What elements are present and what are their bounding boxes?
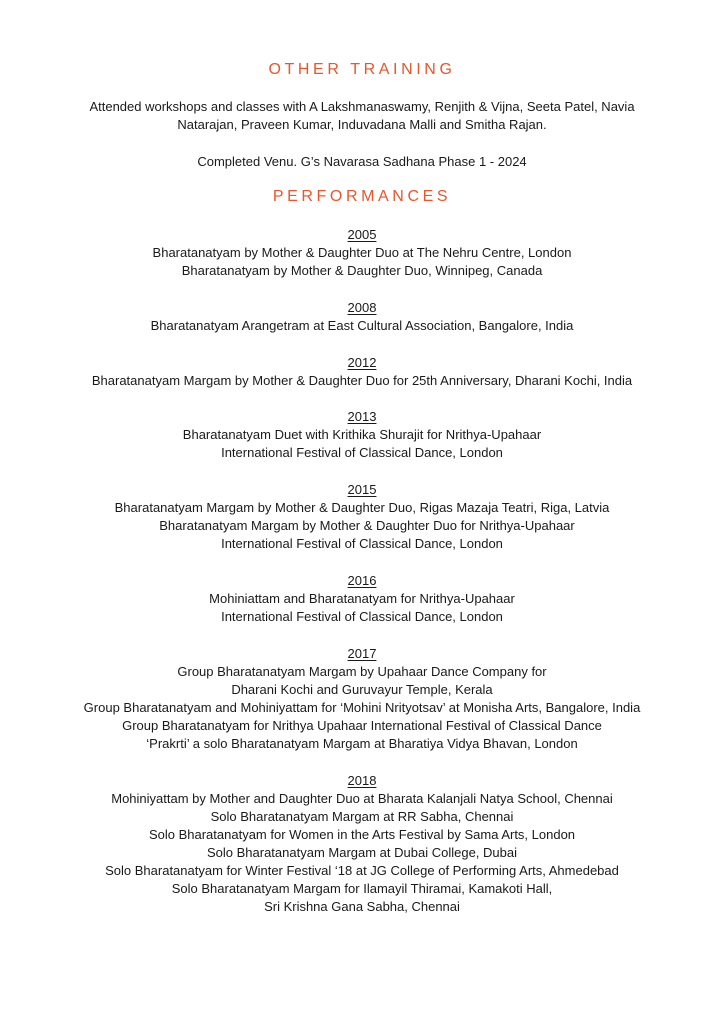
performance-entry: Group Bharatanatyam Margam by Upahaar Dance Company for (177, 664, 547, 679)
performance-entry: Bharatanatyam Duet with Krithika Shurajit for Nrithya-Upahaar (182, 427, 542, 442)
performance-entry: Bharatanatyam Margam by Mother & Daughter Duo for 25th Anniversary, Dharani Kochi, India (91, 373, 633, 388)
year-2015: 2015 (347, 482, 377, 497)
performance-entry: Bharatanatyam Arangetram at East Cultural Association, Bangalore, India (150, 318, 574, 333)
performance-entry: International Festival of Classical Dance, London (221, 445, 503, 460)
workshops-line-2: Natarajan, Praveen Kumar, Induvadana Malli and Smitha Rajan. (177, 117, 547, 132)
performance-entry: Mohiniyattam by Mother and Daughter Duo at Bharata Kalanjali Natya School, Chennai (111, 791, 613, 806)
year-2013: 2013 (347, 409, 377, 424)
year-2018: 2018 (347, 773, 377, 788)
performance-entry: Group Bharatanatyam for Nrithya Upahaar International Festival of Classical Dance (122, 718, 602, 733)
performance-entry: Solo Bharatanatyam Margam for Ilamayil Thiramai, Kamakoti Hall, (171, 881, 553, 896)
performance-entry: Bharatanatyam by Mother & Daughter Duo at The Nehru Centre, London (152, 245, 572, 260)
performance-entry: Solo Bharatanatyam for Winter Festival ‘18 at JG College of Performing Arts, Ahmedebad (105, 863, 619, 878)
workshops-line-1: Attended workshops and classes with A Lakshmanaswamy, Renjith & Vijna, Seeta Patel, Navia (89, 99, 635, 114)
year-2008: 2008 (347, 300, 377, 315)
performance-entry: International Festival of Classical Dance, London (221, 536, 503, 551)
other-training-heading: OTHER TRAINING (268, 61, 456, 78)
navarasa-completed: Completed Venu. G’s Navarasa Sadhana Phase 1 - 2024 (197, 154, 527, 169)
performance-entry: Solo Bharatanatyam Margam at RR Sabha, Chennai (210, 809, 514, 824)
performances-heading: PERFORMANCES (272, 188, 452, 205)
year-2016: 2016 (347, 573, 377, 588)
performance-entry: Group Bharatanatyam and Mohiniyattam for ‘Mohini Nrityotsav’ at Monisha Arts, Bangalore, India (83, 700, 641, 715)
year-2012: 2012 (347, 355, 377, 370)
performance-entry: Sri Krishna Gana Sabha, Chennai (264, 899, 460, 914)
performance-entry: ‘Prakrti’ a solo Bharatanatyam Margam at Bharatiya Vidya Bhavan, London (146, 736, 578, 751)
performance-entry: International Festival of Classical Dance, London (221, 609, 503, 624)
performance-entry: Bharatanatyam by Mother & Daughter Duo, Winnipeg, Canada (181, 263, 543, 278)
performance-entry: Bharatanatyam Margam by Mother & Daughter Duo for Nrithya-Upahaar (159, 518, 575, 533)
year-2005: 2005 (347, 227, 377, 242)
performance-entry: Bharatanatyam Margam by Mother & Daughter Duo, Rigas Mazaja Teatri, Riga, Latvia (114, 500, 610, 515)
performance-entry: Solo Bharatanatyam Margam at Dubai College, Dubai (206, 845, 517, 860)
performance-entry: Dharani Kochi and Guruvayur Temple, Kerala (231, 682, 493, 697)
year-2017: 2017 (347, 646, 377, 661)
performance-entry: Solo Bharatanatyam for Women in the Arts Festival by Sama Arts, London (148, 827, 576, 842)
performance-entry: Mohiniattam and Bharatanatyam for Nrithya-Upahaar (209, 591, 515, 606)
